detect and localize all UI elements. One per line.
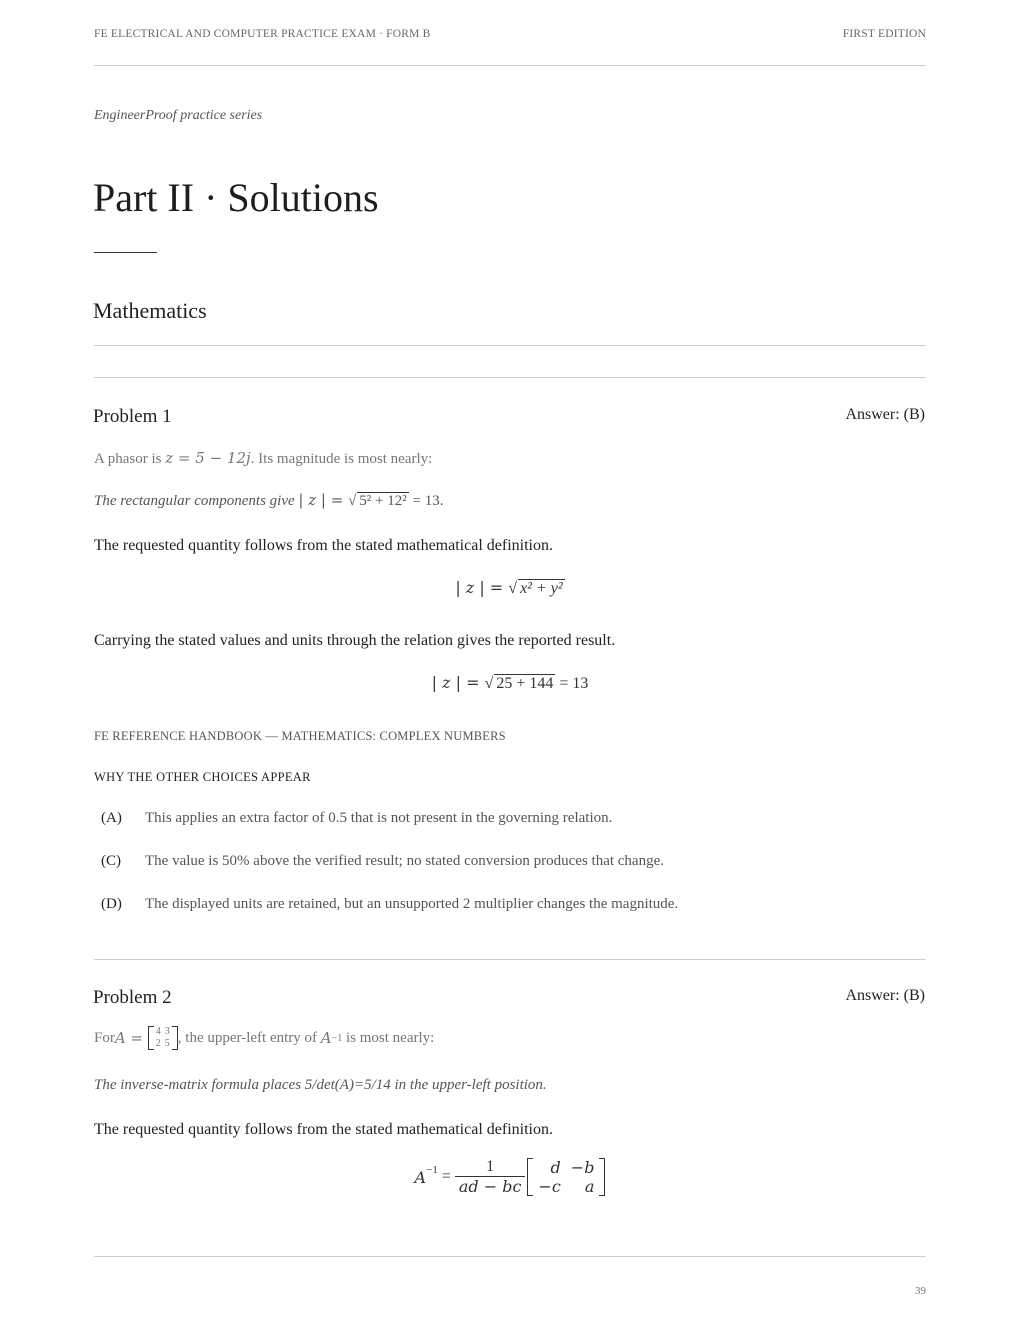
question-math-ainv: A — [320, 1029, 332, 1047]
eq-matrix — [527, 1158, 605, 1196]
question-text: For — [94, 1029, 115, 1046]
problem-1-title: Problem 1 — [93, 406, 172, 427]
matrix-entry: −c — [538, 1177, 561, 1196]
eq2-lhs: | z | = — [431, 673, 485, 692]
matrix-entry: 5 — [164, 1038, 170, 1049]
matrix-entries — [154, 1026, 172, 1050]
matrix-right-bracket — [599, 1158, 605, 1196]
section-heading: Mathematics — [93, 298, 207, 323]
question-matrix — [148, 1026, 178, 1050]
footer-rule — [94, 1256, 926, 1257]
page-title: Part II · Solutions — [93, 175, 379, 220]
matrix-entry: 3 — [164, 1026, 170, 1037]
choice-c-text: The value is 50% above the verified result; no stated conversion produces that change. — [145, 853, 664, 869]
problem-1-definition: The requested quantity follows from the stated mathematical definition. — [94, 537, 553, 554]
problem-1-answer: Answer: (B) — [845, 406, 925, 423]
choice-d-letter: (D) — [101, 896, 122, 912]
eq-equals: = — [437, 1168, 455, 1185]
eq2-sqrt: 25 + 144 — [496, 675, 554, 692]
problem-1-equation-1: | z | = √ x² + y² — [455, 578, 563, 597]
eq-lhs-sup: −1 — [426, 1164, 438, 1176]
question-text-end: is most nearly: — [342, 1029, 435, 1046]
page-number: 39 — [915, 1285, 926, 1297]
problem-2-equation — [0, 1158, 1020, 1196]
choice-a-letter: (A) — [101, 810, 122, 826]
series-label: EngineerProof practice series — [94, 108, 263, 123]
problem-1-reference: FE REFERENCE HANDBOOK — MATHEMATICS: COMPLEX NUMBERS — [94, 729, 506, 743]
eq-numerator: 1 — [486, 1158, 495, 1175]
running-header-left: FE ELECTRICAL AND COMPUTER PRACTICE EXAM · FORM B — [94, 28, 431, 40]
matrix-entry: a — [584, 1177, 595, 1196]
problem-2-title: Problem 2 — [93, 987, 172, 1008]
eq2-rhs: = 13 — [555, 675, 589, 692]
question-text-end: . Its magnitude is most nearly: — [250, 451, 433, 467]
choice-d-text: The displayed units are retained, but an unsupported 2 multiplier changes the magnitude. — [145, 896, 679, 912]
eq1-lhs: | z | = — [455, 578, 509, 597]
running-header-right: FIRST EDITION — [842, 28, 926, 40]
problem-2-answer: Answer: (B) — [845, 987, 925, 1004]
hint-math-left: | z | = — [298, 491, 349, 509]
question-math: z = 5 − 12j — [165, 449, 251, 467]
problem-2-hint: The inverse-matrix formula places 5/det(A)=5/14 in the upper-left position. — [94, 1077, 547, 1093]
problem-1-top-rule — [94, 377, 926, 378]
eq1-sqrt: x² + y² — [520, 580, 563, 597]
question-math-a: A = — [114, 1029, 148, 1047]
matrix-entries — [533, 1158, 599, 1196]
question-math-sup: −1 — [331, 1032, 343, 1044]
problem-1-result-text: Carrying the stated values and units through the relation gives the reported result. — [94, 632, 616, 649]
matrix-entry: 4 — [155, 1026, 161, 1037]
problem-1-hint — [94, 491, 443, 510]
title-underline — [94, 252, 157, 253]
question-text: A phasor is — [94, 451, 166, 467]
matrix-entry: −b — [570, 1158, 595, 1177]
question-text-mid: , the upper-left entry of — [177, 1029, 321, 1046]
eq-lhs: A — [414, 1167, 427, 1187]
problem-2-definition: The requested quantity follows from the stated mathematical definition. — [94, 1121, 553, 1138]
matrix-entry: d — [550, 1158, 561, 1177]
hint-text: The rectangular components give — [94, 493, 299, 509]
section-rule — [94, 345, 926, 346]
problem-2-question — [94, 1026, 434, 1050]
choice-c-letter: (C) — [101, 853, 121, 869]
hint-math: | z | = √ 5² + 12² = 13. — [298, 491, 444, 509]
eq-fraction — [455, 1158, 526, 1196]
eq-denominator: ad − bc — [455, 1176, 526, 1196]
matrix-entry: 2 — [155, 1038, 161, 1049]
problem-2-top-rule — [94, 959, 926, 960]
problem-1-why-heading: WHY THE OTHER CHOICES APPEAR — [94, 770, 311, 784]
hint-math-sqrt: 5² + 12² — [359, 493, 407, 509]
header-rule — [94, 65, 926, 66]
choice-a-text: This applies an extra factor of 0.5 that is not present in the governing relation. — [145, 810, 613, 826]
problem-1-question — [94, 449, 432, 468]
hint-math-right: = 13. — [408, 493, 444, 509]
problem-1-equation-2: | z | = √ 25 + 144 = 13 — [431, 673, 589, 692]
